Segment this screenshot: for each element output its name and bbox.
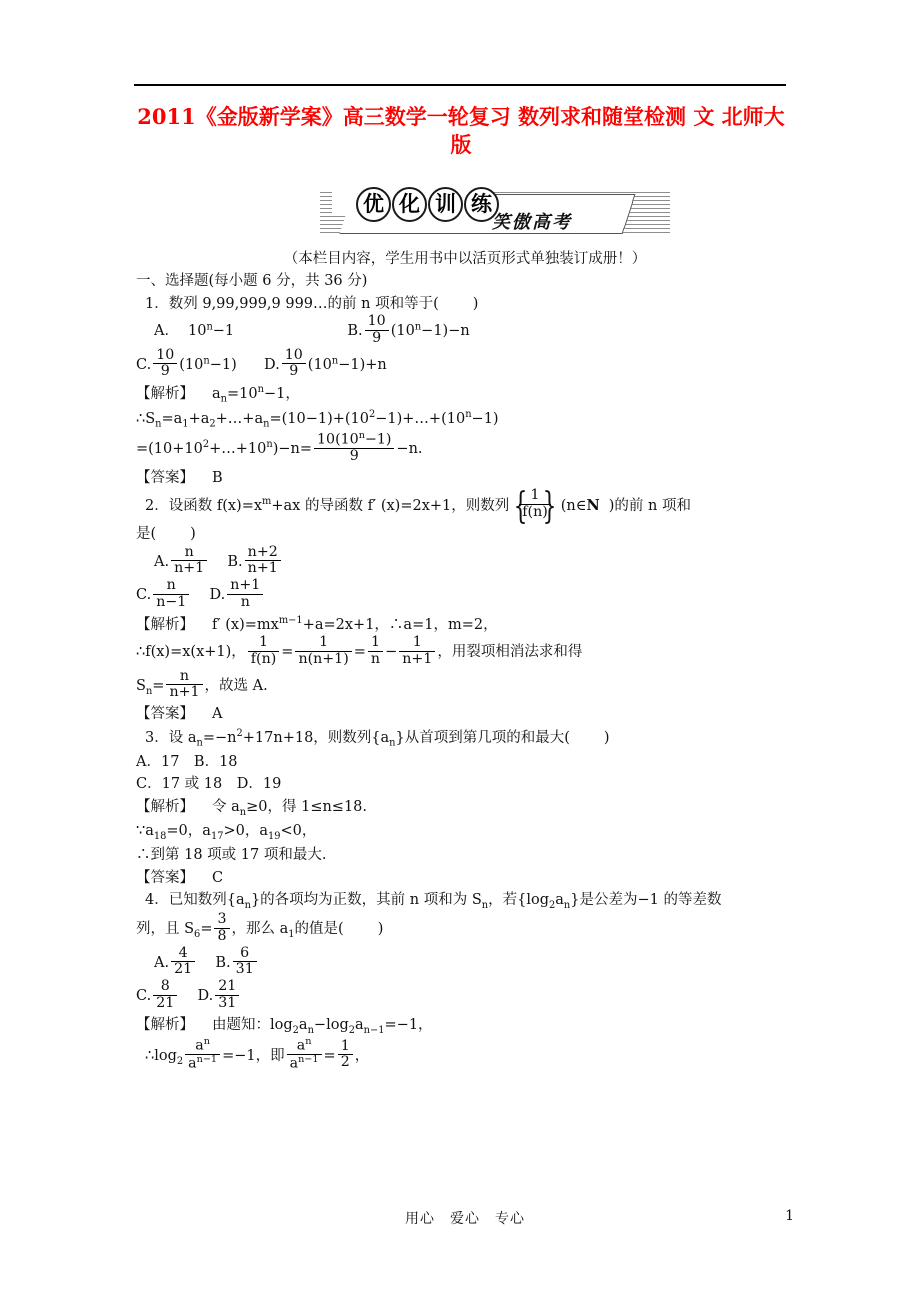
q4-l2-f1d-sup: n−1 bbox=[196, 1054, 218, 1066]
q1-l2-g: −1) bbox=[471, 411, 499, 428]
q1-stem-close: ) bbox=[472, 295, 479, 312]
q4-stem-i: ) bbox=[377, 921, 384, 938]
q4-l2-f1d bbox=[185, 1054, 220, 1073]
q2-l2-f1n: 1 bbox=[259, 634, 269, 651]
q2-l2-frac2 bbox=[295, 635, 351, 667]
q1-a-sup: n bbox=[257, 384, 264, 396]
q2-l2-f2n: 1 bbox=[319, 634, 329, 651]
q4-c-den: 21 bbox=[153, 995, 177, 1012]
question-3-analysis-line3: ∴到第 18 项或 17 项和最大. bbox=[136, 847, 327, 864]
q1-number: 1． bbox=[145, 295, 169, 312]
page-title: 2011《金版新学案》高三数学一轮复习 数列求和随堂检测 文 北师大版 bbox=[137, 104, 785, 158]
footer-page-number: 1 bbox=[785, 1208, 794, 1224]
q2-l3-eq: = bbox=[152, 677, 165, 694]
q2-l2-frac3 bbox=[368, 635, 383, 667]
question-1-choices-row2 bbox=[136, 346, 794, 382]
q3-stem-sub2: n bbox=[389, 737, 396, 749]
q4-choice-a-label: A. bbox=[154, 955, 170, 972]
q2-set-brace bbox=[510, 489, 560, 522]
q2-a-den: n+1 bbox=[171, 560, 207, 577]
q2-answer-label: 【答案】 bbox=[136, 706, 194, 723]
q1-l2-s4: n bbox=[263, 419, 270, 431]
q2-l1-a: f′ (x)=mx bbox=[212, 616, 279, 633]
q4-number: 4． bbox=[145, 892, 169, 909]
q3-stem-sub: n bbox=[196, 737, 203, 749]
q2-stem-num: { 1 bbox=[530, 487, 540, 504]
q4-choice-a-fraction bbox=[171, 946, 195, 978]
q3-stem-sup: 2 bbox=[236, 727, 243, 739]
q1-choice-b-label: B. bbox=[347, 323, 363, 340]
q1-l2-b: =a bbox=[161, 411, 183, 428]
q2-number: 2． bbox=[145, 498, 169, 515]
q1-c-tail2: −1) bbox=[209, 357, 237, 373]
q4-l2-f1n-sup: n bbox=[203, 1036, 210, 1047]
q2-l1-b: +a=2x+1，∴a=1，m=2， bbox=[302, 616, 498, 633]
q1-c-tail: (10 bbox=[179, 357, 204, 373]
q3-l1-sub: n bbox=[239, 806, 247, 818]
q4-stem-sub5: 6 bbox=[194, 929, 201, 941]
q2-l3-b: ，故选 A. bbox=[204, 677, 268, 694]
question-2-analysis-line3 bbox=[136, 667, 794, 704]
q1-l2-e: =(10−1)+(10 bbox=[269, 411, 369, 428]
q4-l1-d: a bbox=[355, 1016, 364, 1033]
question-4-stem-cont bbox=[136, 913, 794, 947]
q1-stem-text: 数列 9,99,999,9 999…的前 n 项和等于( bbox=[168, 295, 439, 312]
q2-answer-value: A bbox=[212, 706, 223, 723]
q1-choice-d-label: D. bbox=[263, 357, 280, 373]
q4-stem-b: }的各项均为正数，其前 n 项和为 S bbox=[250, 892, 482, 909]
q4-stem-c: ，若{log bbox=[488, 892, 549, 909]
q4-d-num: 21 bbox=[218, 978, 237, 995]
q2-stem-N: N bbox=[586, 497, 600, 515]
q1-l3-num-b: −1) bbox=[364, 432, 392, 449]
q4-l2-f2n-a: a bbox=[296, 1037, 306, 1054]
q3-l2-s2: 17 bbox=[210, 830, 224, 842]
question-1-answer bbox=[136, 467, 794, 489]
q2-choice-a-fraction bbox=[171, 545, 207, 577]
q4-stem-sub6: 1 bbox=[288, 929, 295, 941]
q3-number: 3． bbox=[145, 729, 169, 746]
q1-c-exp: n bbox=[203, 355, 210, 367]
q4-d-den: 31 bbox=[215, 995, 239, 1012]
q2-c-den: n−1 bbox=[153, 594, 189, 611]
q2-stem-den: f(n) bbox=[519, 504, 551, 521]
q4-stem-a: 已知数列{a bbox=[168, 892, 245, 909]
q1-answer-label: 【答案】 bbox=[136, 469, 194, 486]
q1-l3-fraction bbox=[314, 431, 394, 465]
question-2-analysis-line2 bbox=[136, 636, 794, 669]
q1-l2-s1: n bbox=[155, 419, 162, 431]
question-3-stem bbox=[136, 726, 794, 751]
q1-l2-s3: 2 bbox=[209, 419, 216, 431]
q1-c-num: 10 bbox=[156, 346, 175, 363]
q4-stem-sub4: n bbox=[563, 899, 571, 911]
question-3-analysis-line1 bbox=[136, 796, 794, 820]
q2-l2-f4d: n+1 bbox=[399, 651, 435, 668]
q1-l3-d: −n. bbox=[396, 441, 423, 458]
q2-l2-eq2: = bbox=[353, 644, 366, 661]
question-1-stem bbox=[136, 293, 794, 315]
banner-char-1: 优 bbox=[356, 187, 391, 222]
q4-stem-num: 3 bbox=[217, 911, 227, 928]
note-line: （本栏目内容，学生用书中以活页形式单独装订成册！） bbox=[283, 251, 647, 267]
q1-l3-num bbox=[314, 431, 394, 448]
q2-l2-frac1 bbox=[248, 635, 280, 667]
q3-l2-s1: 18 bbox=[153, 830, 167, 842]
question-3-answer bbox=[136, 867, 794, 889]
question-2-stem-cont bbox=[136, 523, 794, 545]
q3-stem-a: 设 a bbox=[168, 729, 197, 746]
q2-l3-fraction bbox=[166, 669, 202, 701]
q4-l1-s1: 2 bbox=[292, 1024, 299, 1036]
question-4-choices-row2 bbox=[136, 980, 794, 1013]
q1-choice-c-fraction bbox=[153, 348, 177, 380]
q4-l2-f3n: 1 bbox=[340, 1037, 350, 1054]
q1-d-tail2: −1)+n bbox=[338, 357, 387, 373]
q1-choice-a-exp: n bbox=[206, 321, 213, 333]
q2-stem-d: )的前 n 项和 bbox=[608, 498, 691, 515]
question-4-analysis-line2 bbox=[136, 1038, 794, 1074]
banner-char-4: 练 bbox=[464, 187, 499, 222]
q3-l2-a: ∵a bbox=[136, 822, 154, 839]
q1-choice-b-fraction bbox=[365, 314, 389, 346]
q2-l3-a: S bbox=[136, 677, 146, 694]
q4-l2-a: ∴log bbox=[145, 1047, 177, 1064]
q4-a-den: 21 bbox=[171, 961, 195, 978]
q1-l2-f: −1)+…+(10 bbox=[375, 411, 466, 428]
q2-l1-sup: m−1 bbox=[278, 614, 303, 626]
q4-stem-h: 的值是( bbox=[294, 921, 344, 938]
q1-l2-d: +…+a bbox=[215, 411, 264, 428]
q4-c-num: 8 bbox=[160, 978, 170, 995]
q4-choice-c-label: C. bbox=[136, 988, 152, 1005]
q1-choice-d-fraction bbox=[282, 348, 306, 380]
q1-l3-den: 9 bbox=[314, 448, 394, 465]
q3-l2-s3: 19 bbox=[268, 830, 281, 842]
question-1-analysis-line2 bbox=[136, 407, 794, 432]
q2-stem-f: ) bbox=[190, 526, 196, 543]
q1-a-c: −1， bbox=[263, 386, 300, 403]
q1-a-b: =10 bbox=[227, 386, 258, 403]
q4-l1-s4: n−1 bbox=[363, 1024, 385, 1036]
q3-analysis-label: 【解析】 bbox=[136, 798, 194, 815]
q2-l2-eq1: = bbox=[281, 644, 294, 661]
q2-b-num: n+2 bbox=[247, 543, 278, 560]
q1-d-num: 10 bbox=[284, 346, 303, 363]
q1-l3-num-a: 10(10 bbox=[317, 432, 359, 449]
q2-l3-num: n bbox=[179, 667, 190, 684]
banner-subtitle: 笑傲高考 bbox=[492, 212, 572, 233]
q3-l2-c: >0，a bbox=[223, 822, 268, 839]
banner-char-3: 训 bbox=[428, 187, 463, 222]
q1-l3-a: =(10+10 bbox=[136, 441, 203, 458]
q4-stem-eq: = bbox=[200, 921, 213, 938]
q2-l2-a: ∴f(x)=x(x+1)， bbox=[136, 644, 246, 661]
q1-b-tail: (10 bbox=[390, 323, 415, 340]
decorative-banner bbox=[320, 186, 670, 240]
q4-stem-e: }是公差为−1 的等差数 bbox=[570, 892, 722, 909]
q4-choice-d-label: D. bbox=[197, 988, 214, 1005]
q4-analysis-label: 【解析】 bbox=[136, 1016, 194, 1033]
q4-l2-eq2: = bbox=[323, 1047, 336, 1064]
q3-l1-b: ≥0，得 1≤n≤18. bbox=[246, 798, 368, 815]
q2-l2-minus: − bbox=[385, 644, 398, 661]
q4-a-num: 4 bbox=[178, 944, 188, 961]
q1-a-sub: n bbox=[220, 394, 227, 406]
q1-choice-a-base: 10 bbox=[187, 323, 207, 340]
q3-stem-d: }从首项到第几项的和最大( bbox=[395, 729, 570, 746]
q2-stem-b: +ax 的导函数 f′ (x)=2x+1，则数列 bbox=[271, 498, 510, 515]
q1-l3-c: )−n= bbox=[272, 441, 313, 458]
q4-l1-c: −log bbox=[313, 1016, 349, 1033]
q2-choice-d-fraction bbox=[227, 578, 263, 610]
question-2-choices-row2 bbox=[136, 579, 794, 612]
question-2-answer bbox=[136, 703, 794, 725]
q2-l2-f2d: n(n+1) bbox=[295, 651, 351, 668]
q4-stem-den: 8 bbox=[214, 928, 229, 945]
q1-answer-value: B bbox=[212, 469, 223, 486]
q1-a-a: a bbox=[212, 386, 221, 403]
q1-l3-num-sup: n bbox=[358, 430, 365, 442]
header-rule bbox=[134, 84, 786, 86]
question-2-analysis-line1 bbox=[136, 613, 794, 636]
q2-c-num: n bbox=[166, 577, 176, 594]
q2-choice-d-label: D. bbox=[209, 587, 226, 604]
q2-stem-sup: m bbox=[262, 496, 272, 508]
banner-circled-chars bbox=[356, 187, 499, 222]
q1-c-den: 9 bbox=[153, 363, 177, 380]
q4-l1-a: 由题知：log bbox=[212, 1016, 293, 1033]
q1-analysis-label: 【解析】 bbox=[136, 386, 194, 403]
q2-d-num: n+1 bbox=[230, 577, 261, 594]
question-3-choices-row2: C．17 或 18 D．19 bbox=[136, 776, 282, 793]
q1-l2-s2: 1 bbox=[182, 419, 189, 431]
q1-l3-e2: n bbox=[266, 439, 273, 451]
q2-l2-f3n: 1 bbox=[370, 634, 381, 651]
q1-l2-a: ∴S bbox=[136, 411, 156, 428]
q2-stem-e: 是( bbox=[136, 526, 157, 543]
q4-l2-sub: 2 bbox=[176, 1055, 184, 1067]
q1-b-num: 10 bbox=[367, 313, 386, 330]
q4-l2-f1n-a: a bbox=[195, 1037, 204, 1054]
q4-l1-s2: n bbox=[307, 1024, 314, 1036]
q2-stem-c: (n∈ bbox=[560, 498, 587, 515]
q4-b-den: 31 bbox=[233, 961, 257, 978]
q2-choice-c-label: C. bbox=[136, 587, 152, 604]
q2-l2-frac4 bbox=[399, 635, 435, 667]
q4-l2-f2d-sup: n−1 bbox=[298, 1054, 319, 1066]
q2-a-num: n bbox=[184, 543, 194, 560]
question-2-choices-row1 bbox=[136, 543, 794, 579]
q3-stem-c: +17n+18，则数列{a bbox=[242, 729, 390, 746]
q2-choice-c-fraction bbox=[153, 578, 189, 610]
q4-l2-c: ， bbox=[354, 1047, 370, 1064]
q3-l2-b: =0，a bbox=[166, 822, 211, 839]
q4-b-num: 6 bbox=[240, 944, 250, 961]
q4-stem-f: 列，且 S bbox=[136, 921, 195, 938]
q4-stem-g: ，那么 a bbox=[231, 921, 289, 938]
question-4-choices-row1 bbox=[136, 944, 794, 980]
q4-l2-f3d: 2 bbox=[338, 1054, 353, 1071]
question-3-choices-row1: A．17 B．18 bbox=[136, 753, 238, 770]
q3-stem-b: =−n bbox=[202, 729, 237, 746]
q1-b-tail2: −1)−n bbox=[421, 323, 470, 340]
q1-b-den: 9 bbox=[365, 330, 389, 347]
q4-choice-c-fraction bbox=[153, 979, 177, 1011]
question-4-analysis-line1 bbox=[136, 1014, 794, 1038]
q4-l1-s3: 2 bbox=[348, 1024, 355, 1036]
q2-l2-f1d: f(n) bbox=[248, 651, 280, 668]
q2-choice-a-label: A. bbox=[154, 554, 170, 571]
q4-stem-sub3: 2 bbox=[549, 899, 556, 911]
q1-choice-a-label: A． bbox=[154, 323, 179, 340]
q1-l2-c: +a bbox=[188, 411, 210, 428]
q2-b-den: n+1 bbox=[245, 560, 281, 577]
question-2-stem bbox=[136, 489, 794, 523]
banner-char-2: 化 bbox=[392, 187, 427, 222]
q1-d-tail: (10 bbox=[307, 357, 332, 373]
q1-b-exp: n bbox=[414, 321, 422, 333]
q3-l1-a: 令 a bbox=[212, 798, 240, 815]
q3-stem-e: ) bbox=[603, 729, 610, 746]
q3-answer-label: 【答案】 bbox=[136, 869, 194, 886]
q3-l2-d: <0， bbox=[280, 822, 317, 839]
document-body bbox=[136, 248, 794, 1074]
q2-l2-f4n: 1 bbox=[412, 634, 422, 651]
question-1-choices-row1 bbox=[136, 315, 794, 348]
q4-choice-d-fraction bbox=[215, 979, 239, 1011]
q4-l1-e: =−1， bbox=[384, 1016, 433, 1033]
q2-d-den: n bbox=[227, 594, 263, 611]
q1-choice-c-label: C. bbox=[136, 357, 152, 373]
q4-l2-b: =−1，即 bbox=[222, 1047, 285, 1064]
q4-l2-frac3 bbox=[338, 1039, 353, 1071]
q1-l2-e1: 2 bbox=[368, 409, 376, 421]
q2-choice-b-fraction bbox=[245, 545, 281, 577]
question-3-analysis-line2 bbox=[136, 820, 794, 844]
q4-l2-f2d bbox=[287, 1054, 322, 1073]
footer-motto: 用心 爱心 专心 bbox=[405, 1211, 525, 1227]
q4-stem-fraction bbox=[214, 912, 229, 944]
q1-d-exp: n bbox=[331, 355, 339, 367]
q2-l3-den: n+1 bbox=[166, 684, 202, 701]
q4-stem-sub2: n bbox=[481, 899, 489, 911]
q4-stem-d: a bbox=[555, 892, 564, 909]
q4-l2-f2n bbox=[287, 1037, 322, 1054]
q1-l3-e1: 2 bbox=[202, 439, 210, 451]
q1-d-den: 9 bbox=[282, 363, 306, 380]
q1-l2-e2: n bbox=[465, 409, 472, 421]
section-heading: 一、选择题(每小题 6 分，共 36 分) bbox=[136, 273, 368, 290]
q2-stem-a: 设函数 f(x)=x bbox=[168, 498, 263, 515]
q4-l2-frac2 bbox=[287, 1037, 322, 1073]
q4-l2-f1d-a: a bbox=[188, 1055, 197, 1072]
q2-analysis-label: 【解析】 bbox=[136, 616, 194, 633]
q2-choice-b-label: B. bbox=[227, 554, 243, 571]
q4-stem-sub: n bbox=[244, 899, 251, 911]
q3-answer-value: C bbox=[212, 869, 224, 886]
q4-l2-f2n-sup: n bbox=[305, 1036, 312, 1047]
question-1-analysis-line1 bbox=[136, 382, 794, 407]
q4-l2-f1n bbox=[185, 1037, 220, 1054]
q2-l3-sub: n bbox=[145, 685, 153, 697]
q2-stem-fraction bbox=[519, 488, 551, 520]
question-1-analysis-line3 bbox=[136, 432, 794, 466]
q4-l1-b: a bbox=[298, 1016, 308, 1033]
q2-l2-b: ，用裂项相消法求和得 bbox=[437, 644, 583, 661]
q2-l2-f3d: n bbox=[368, 651, 383, 668]
q4-choice-b-fraction bbox=[233, 946, 257, 978]
q4-choice-b-label: B. bbox=[215, 955, 231, 972]
q1-choice-a-tail: −1 bbox=[212, 323, 235, 340]
q4-l2-frac1 bbox=[185, 1037, 220, 1073]
q4-l2-f2d-a: a bbox=[289, 1055, 299, 1072]
question-4-stem bbox=[136, 889, 794, 913]
q1-l3-b: +…+10 bbox=[209, 441, 267, 458]
